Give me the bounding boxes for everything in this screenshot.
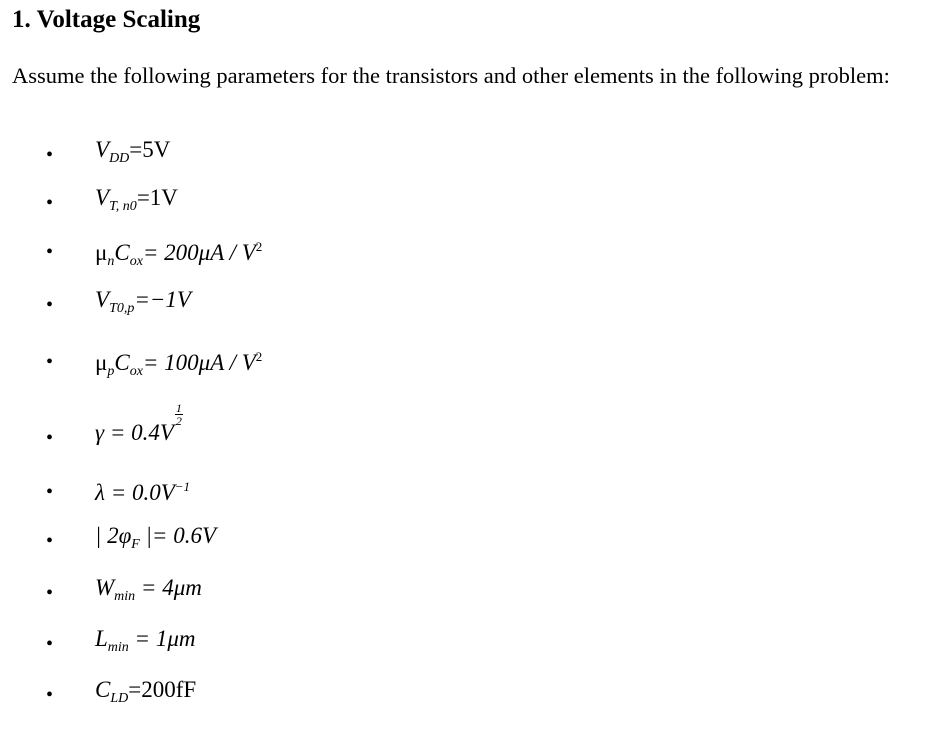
value: γ = 0.4V bbox=[95, 420, 174, 445]
value: λ = 0.0V bbox=[95, 480, 175, 505]
bullet: • bbox=[46, 633, 54, 655]
bullet: • bbox=[46, 144, 54, 166]
symbol: μ bbox=[95, 240, 108, 265]
value: =1V bbox=[136, 185, 178, 210]
list-item-cld bbox=[0, 675, 944, 715]
value: =−1V bbox=[134, 287, 191, 312]
symbol: C bbox=[95, 677, 111, 702]
value: =200fF bbox=[128, 677, 197, 702]
equation-cld bbox=[95, 675, 196, 714]
list-item-wmin bbox=[0, 573, 944, 613]
list-item-mup-cox bbox=[0, 342, 944, 382]
equation-phif bbox=[95, 521, 216, 560]
exponent-fraction bbox=[175, 402, 183, 427]
list-item-lambda bbox=[0, 472, 944, 512]
value: = 4μm bbox=[135, 575, 202, 600]
intro-paragraph: Assume the following parameters for the transistors and other elements in the following problem: bbox=[12, 63, 890, 88]
superscript: 2 bbox=[255, 239, 263, 254]
symbol: C bbox=[114, 240, 130, 265]
section-heading bbox=[12, 6, 200, 34]
bullet: • bbox=[46, 530, 54, 552]
subscript: ox bbox=[129, 364, 143, 379]
list-item-vtp bbox=[0, 285, 944, 325]
section-title: Voltage Scaling bbox=[36, 6, 201, 33]
subscript: T0,p bbox=[109, 301, 135, 316]
value: =5V bbox=[129, 137, 171, 162]
bullet: • bbox=[46, 684, 54, 706]
value: = 200μA / V bbox=[142, 240, 256, 265]
denominator: 2 bbox=[175, 414, 182, 428]
subscript: LD bbox=[110, 691, 129, 706]
value: = 100μA / V bbox=[142, 350, 256, 375]
subscript: ox bbox=[129, 254, 143, 269]
superscript: 2 bbox=[255, 349, 263, 364]
superscript: −1 bbox=[174, 479, 191, 494]
equation-vtp bbox=[95, 285, 191, 324]
bullet: • bbox=[46, 582, 54, 604]
equation-mup-cox bbox=[95, 342, 262, 387]
list-item-lmin bbox=[0, 624, 944, 664]
subscript: min bbox=[114, 589, 136, 604]
subscript: min bbox=[107, 640, 129, 655]
bullet: • bbox=[46, 351, 54, 373]
numerator: 1 bbox=[175, 401, 182, 415]
symbol: V bbox=[95, 185, 110, 210]
equation-lambda bbox=[95, 472, 190, 508]
equation-lmin bbox=[95, 624, 195, 663]
bullet: • bbox=[46, 427, 54, 449]
symbol: μ bbox=[95, 350, 108, 375]
symbol: V bbox=[95, 287, 110, 312]
symbol: V bbox=[95, 137, 110, 162]
bullet: • bbox=[46, 192, 54, 214]
list-item-mun-cox bbox=[0, 232, 944, 272]
bullet: • bbox=[46, 241, 54, 263]
list-item-gamma bbox=[0, 401, 944, 458]
list-item-vdd bbox=[0, 135, 944, 175]
value: = 1μm bbox=[128, 626, 196, 651]
equation-vtn bbox=[95, 183, 178, 222]
value: |= 0.6V bbox=[139, 523, 217, 548]
bullet: • bbox=[46, 294, 54, 316]
list-item-vtn bbox=[0, 183, 944, 223]
equation-mun-cox bbox=[95, 232, 262, 277]
subscript: T, n0 bbox=[109, 199, 137, 214]
section-number: 1. bbox=[12, 6, 31, 33]
equation-wmin bbox=[95, 573, 202, 612]
equation-gamma bbox=[95, 401, 183, 448]
list-item-phif bbox=[0, 521, 944, 561]
subscript: F bbox=[131, 537, 140, 552]
subscript: p bbox=[107, 364, 115, 379]
value: | 2φ bbox=[95, 523, 132, 548]
symbol: W bbox=[95, 575, 115, 600]
equation-vdd bbox=[95, 135, 170, 174]
subscript: n bbox=[107, 254, 115, 269]
bullet: • bbox=[46, 481, 54, 503]
subscript: DD bbox=[109, 151, 130, 166]
symbol: L bbox=[95, 626, 108, 651]
symbol: C bbox=[114, 350, 130, 375]
